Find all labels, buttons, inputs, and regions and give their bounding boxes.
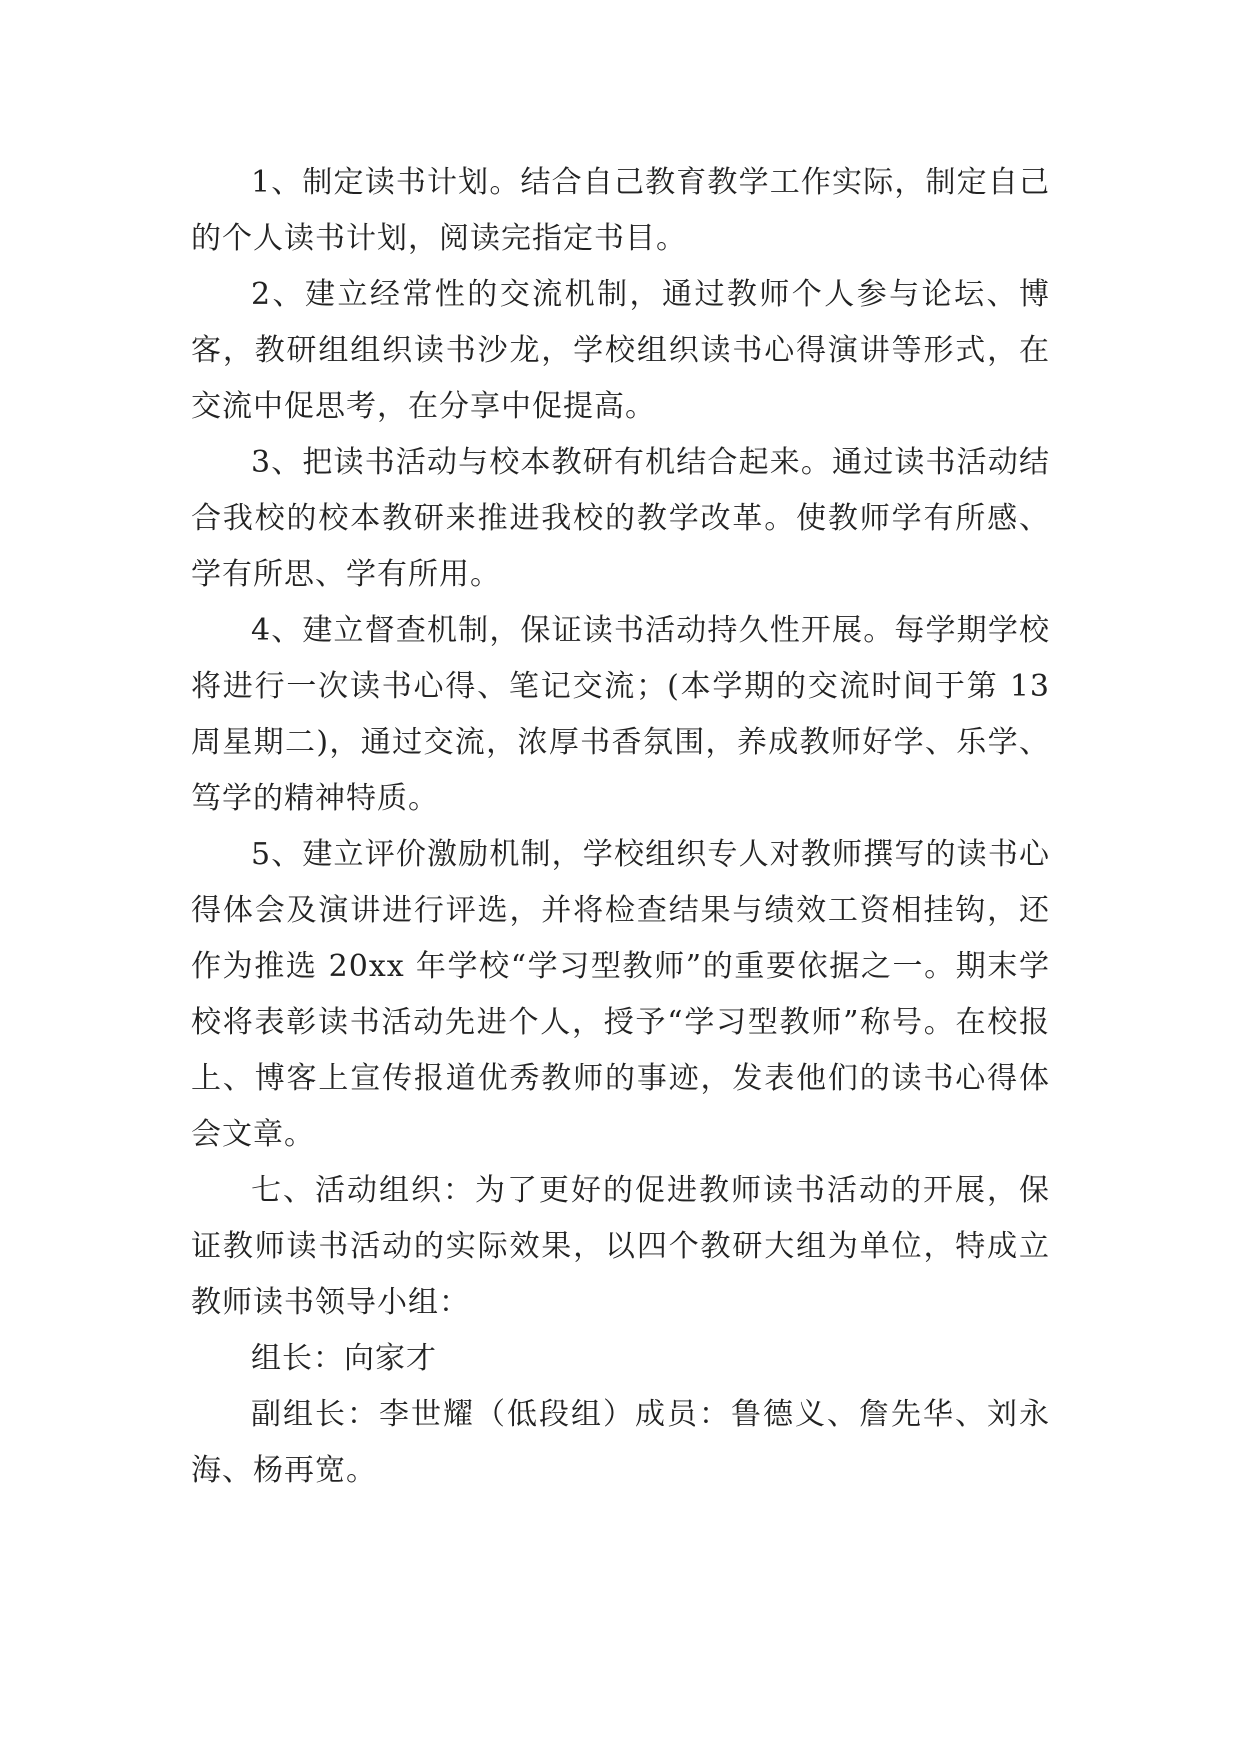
document-body [191, 155, 1050, 1499]
paragraph-plan: 1、制定读书计划。结合自己教育教学工作实际，制定自己的个人读书计划，阅读完指定书目。 [191, 165, 1050, 256]
paragraph-deputy-leader: 副组长：李世耀（低段组）成员：鲁德义、詹先华、刘永海、杨再宽。 [191, 1397, 1050, 1488]
paragraph-organization: 七、活动组织：为了更好的促进教师读书活动的开展，保证教师读书活动的实际效果，以四个教研大组为单位，特成立教师读书领导小组： [191, 1173, 1050, 1320]
paragraph-research: 3、把读书活动与校本教研有机结合起来。通过读书活动结合我校的校本教研来推进我校的教学改革。使教师学有所感、学有所思、学有所用。 [191, 445, 1050, 592]
paragraph-exchange: 2、建立经常性的交流机制，通过教师个人参与论坛、博客，教研组组织读书沙龙，学校组织读书心得演讲等形式，在交流中促思考，在分享中促提高。 [191, 277, 1050, 424]
paragraph-supervision: 4、建立督查机制，保证读书活动持久性开展。每学期学校将进行一次读书心得、笔记交流；(本学期的交流时间于第 13 周星期二)，通过交流，浓厚书香氛围，养成教师好学、乐学、笃学的精神特质。 [191, 613, 1050, 816]
paragraph-evaluation: 5、建立评价激励机制，学校组织专人对教师撰写的读书心得体会及演讲进行评选，并将检查结果与绩效工资相挂钩，还作为推选 20xx 年学校“学习型教师”的重要依据之一。期末学校将表彰读书活动先进个人，授予“学习型教师”称号。在校报上、博客上宣传报道优秀教师的事迹，发表他们的读书心得体会文章。 [191, 837, 1050, 1152]
paragraph-leader: 组长：向家才 [251, 1341, 437, 1376]
